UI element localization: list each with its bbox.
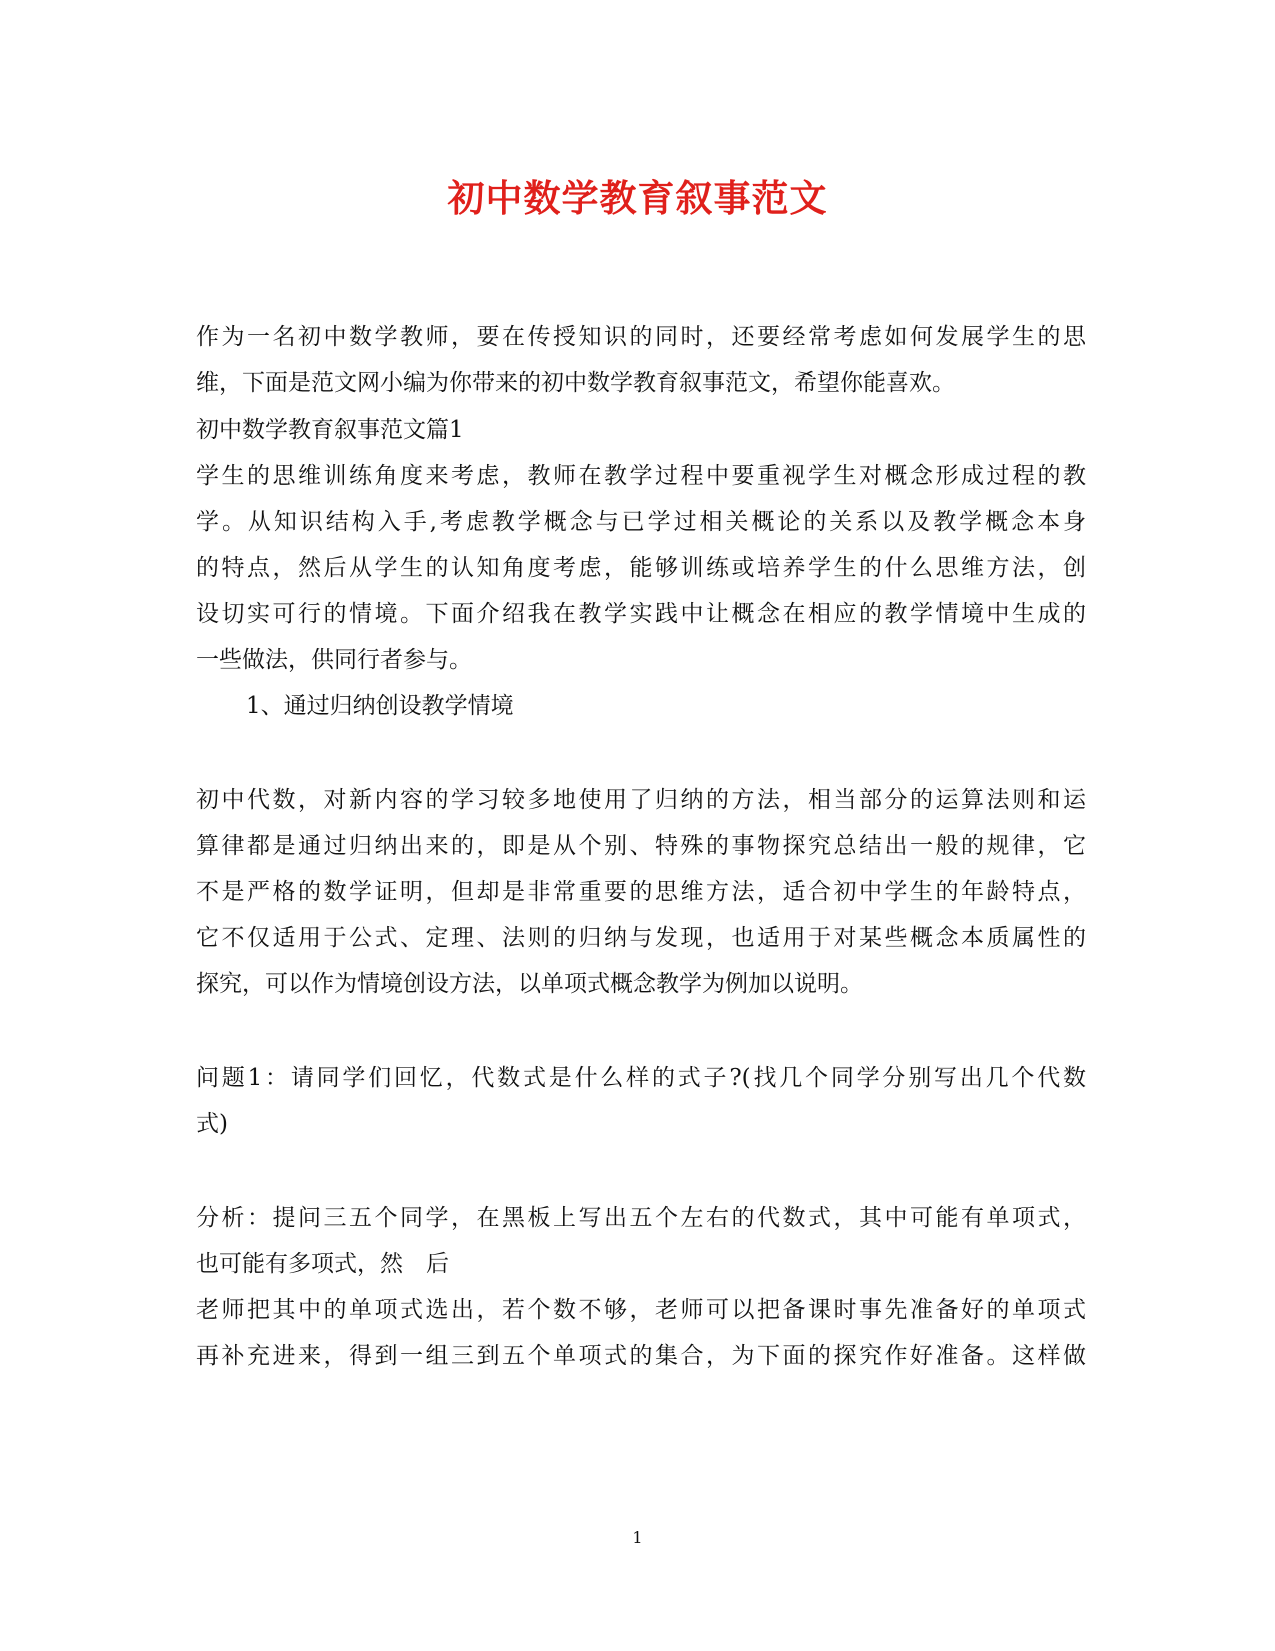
paragraph-line: 作为一名初中数学教师，要在传授知识的同时，还要经常考虑如何发展学生的思 — [196, 324, 1086, 350]
paragraph-line: 一些做法，供同行者参与。 — [196, 647, 472, 673]
question-line: 问题1：请同学们回忆，代数式是什么样的式子?(找几个同学分别写出几个代数 — [196, 1065, 1086, 1091]
paragraph-line: 老师把其中的单项式选出，若个数不够，老师可以把备课时事先准备好的单项式 — [196, 1297, 1086, 1323]
page-number: 1 — [632, 1528, 643, 1547]
paragraph-line: 也可能有多项式，然 后 — [196, 1251, 449, 1277]
paragraph-line: 初中代数，对新内容的学习较多地使用了归纳的方法，相当部分的运算法则和运 — [196, 787, 1086, 813]
document-title: 初中数学教育叙事范文 — [447, 176, 828, 220]
paragraph-line: 它不仅适用于公式、定理、法则的归纳与发现，也适用于对某些概念本质属性的 — [196, 925, 1086, 951]
paragraph-line: 不是严格的数学证明，但却是非常重要的思维方法，适合初中学生的年龄特点， — [196, 879, 1086, 905]
section-heading: 初中数学教育叙事范文篇1 — [196, 417, 464, 443]
subsection-heading: 1、通过归纳创设教学情境 — [246, 693, 514, 719]
question-line: 式) — [196, 1111, 228, 1137]
paragraph-line: 分析：提问三五个同学，在黑板上写出五个左右的代数式，其中可能有单项式， — [196, 1205, 1086, 1231]
paragraph-line: 探究，可以作为情境创设方法，以单项式概念教学为例加以说明。 — [196, 971, 863, 997]
paragraph-line: 维，下面是范文网小编为你带来的初中数学教育叙事范文，希望你能喜欢。 — [196, 370, 955, 396]
paragraph-line: 再补充进来，得到一组三到五个单项式的集合，为下面的探究作好准备。这样做 — [196, 1343, 1086, 1369]
paragraph-line: 设切实可行的情境。下面介绍我在教学实践中让概念在相应的教学情境中生成的 — [196, 601, 1086, 627]
paragraph-line: 的特点，然后从学生的认知角度考虑，能够训练或培养学生的什么思维方法，创 — [196, 555, 1086, 581]
paragraph-line: 学。从知识结构入手,考虑教学概念与已学过相关概论的关系以及教学概念本身 — [196, 509, 1086, 535]
paragraph-line: 学生的思维训练角度来考虑，教师在教学过程中要重视学生对概念形成过程的教 — [196, 463, 1086, 489]
paragraph-line: 算律都是通过归纳出来的，即是从个别、特殊的事物探究总结出一般的规律，它 — [196, 833, 1086, 859]
